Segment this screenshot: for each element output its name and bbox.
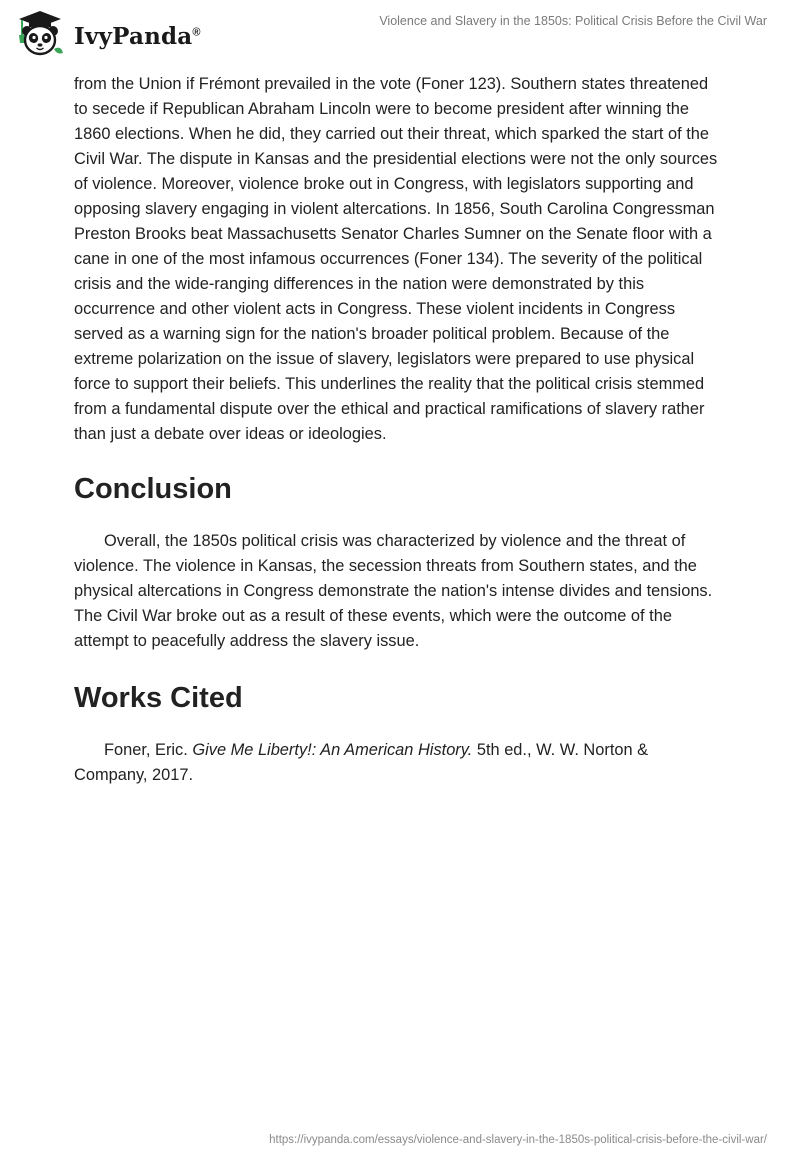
- essay-content: [74, 72, 726, 788]
- body-paragraph: from the Union if Frémont prevailed in the vote (Foner 123). Southern states threatened to secede if Republican Abraham Lincoln were to become president after winning the 1860 elections. When he did, they carried out their threat, which sparked the start of the Civil War. The dispute in Kansas and the presidential elections were not the only sources of violence. Moreover, violence broke out in Congress, with legislators supporting and opposing slavery engaging in violent altercations. In 1856, South Carolina Congressman Preston Brooks beat Massachusetts Senator Charles Sumner on the Senate floor with a cane in one of the most infamous occurrences (Foner 134). The severity of the political crisis and the wide-ranging differences in the nation were demonstrated by this occurrence and other violent acts in Congress. These violent incidents in Congress served as a warning sign for the nation's broader political problem. Because of the extreme polarization on the issue of slavery, legislators were prepared to use physical force to support their beliefs. This underlines the reality that the political crisis stemmed from a fundamental dispute over the ethical and practical ramifications of slavery rather than just a debate over ideas or ideologies.: [74, 75, 718, 443]
- citation-entry: [74, 738, 726, 788]
- ivypanda-logo[interactable]: [14, 8, 214, 60]
- works-cited-heading: Works Cited: [74, 682, 243, 714]
- citation-title: Give Me Liberty!: An American History.: [192, 741, 473, 759]
- conclusion-paragraph: Overall, the 1850s political crisis was characterized by violence and the threat of violence. The violence in Kansas, the secession threats from Southern states, and the physical altercations in Congress demonstrate the nation's intense divides and tensions. The Civil War broke out as a result of these events, which were the outcome of the attempt to peacefully address the slavery issue.: [74, 532, 713, 650]
- citation-publication: 5th ed., W. W. Norton & Company, 2017.: [74, 741, 649, 784]
- brand-name: IvyPanda®: [74, 22, 201, 50]
- conclusion-heading: Conclusion: [74, 473, 232, 505]
- document-title: Violence and Slavery in the 1850s: Political Crisis Before the Civil War: [379, 14, 767, 28]
- panda-graduate-icon: [14, 9, 66, 59]
- citation-author: Foner, Eric.: [104, 741, 193, 759]
- source-url[interactable]: https://ivypanda.com/essays/violence-and-slavery-in-the-1850s-political-crisis-before-the-civil-war/: [269, 1134, 767, 1146]
- page-header: [0, 0, 800, 70]
- registered-mark: ®: [192, 25, 201, 38]
